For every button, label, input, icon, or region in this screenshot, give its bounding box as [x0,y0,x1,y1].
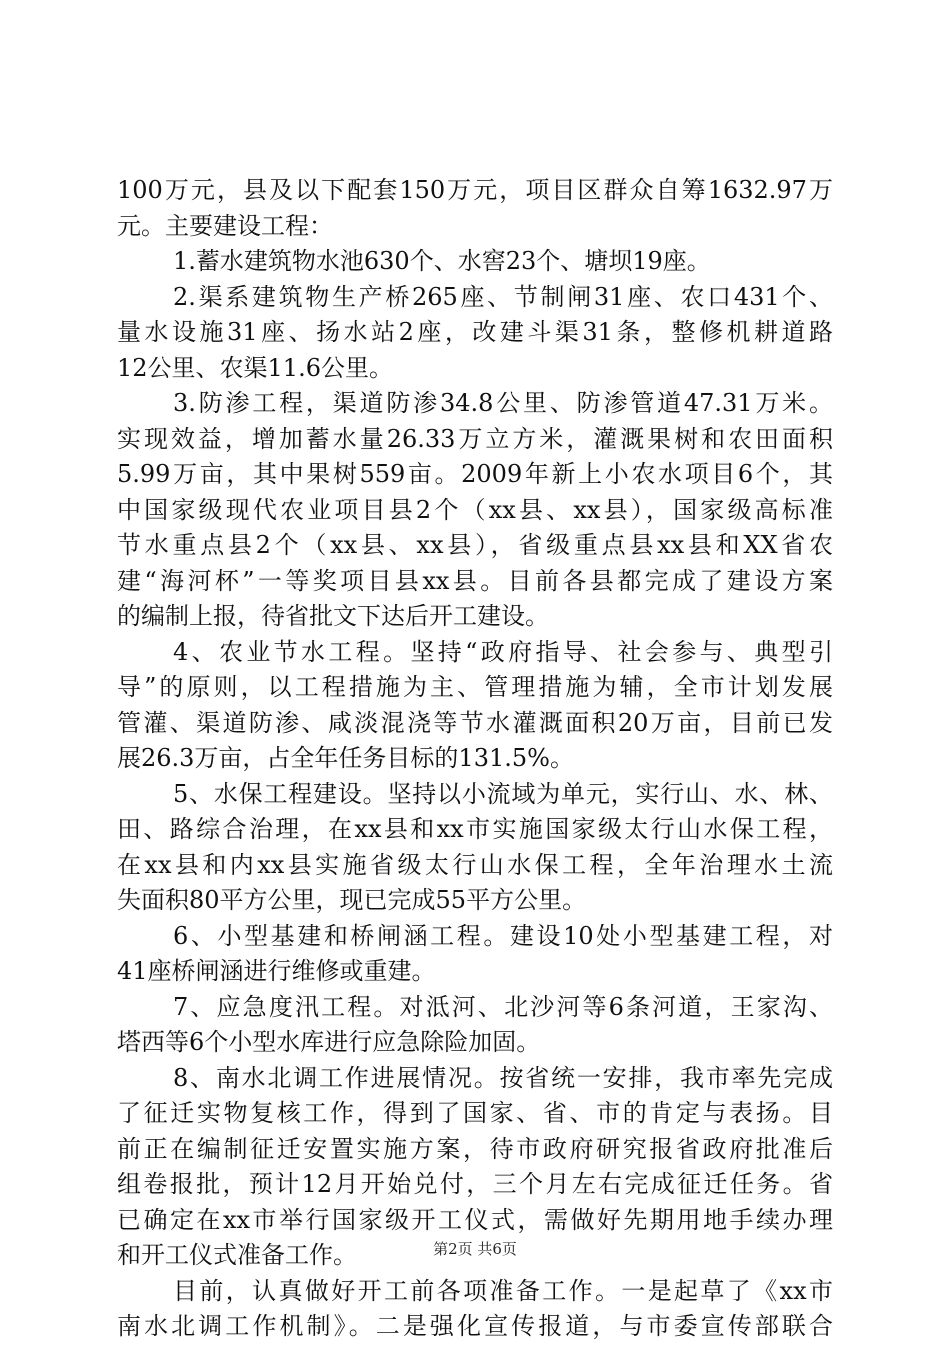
text-line: 组卷报批，预计12月开始兑付，三个月左右完成征迁任务。省 [117,1170,833,1198]
text-line: 实现效益，增加蓄水量26.33万立方米，灌溉果树和农田面积 [117,424,833,453]
text-line: 塔西等6个小型水库进行应急除险加固。 [117,1028,541,1056]
text-line: 建“海河杯”一等奖项目县xx县。目前各县都完成了建设方案 [117,566,833,595]
text-line: 前正在编制征迁安置实施方案，待市政府研究报省政府批准后 [117,1134,833,1163]
text-line: 3.防渗工程，渠道防渗34.8公里、防渗管道47.31万米。 [173,389,833,417]
text-line: 和开工仪式准备工作。 [117,1241,357,1269]
text-line: 8、南水北调工作进展情况。按省统一安排，我市率先完成 [173,1063,833,1092]
page-number: 第2页 共6页 [433,1240,517,1258]
text-line: 中国家级现代农业项目县2个（xx县、xx县），国家级高标准 [117,495,833,524]
text-line: 5.99万亩，其中果树559亩。2009年新上小农水项目6个，其 [117,460,833,488]
text-line: 100万元，县及以下配套150万元，项目区群众自筹1632.97万 [117,176,833,204]
text-line: 已确定在xx市举行国家级开工仪式，需做好先期用地手续办理 [117,1205,833,1234]
text-line: 目前，认真做好开工前各项准备工作。一是起草了《xx市 [173,1276,833,1305]
text-line: 2.渠系建筑物生产桥265座、节制闸31座、农口431个、 [173,282,833,311]
text-line: 元。主要建设工程： [117,211,333,240]
text-line: 节水重点县2个（xx县、xx县），省级重点县xx县和XX省农 [117,531,833,559]
document-body [117,173,833,1345]
page-footer [0,1238,950,1259]
text-line: 12公里、农渠11.6公里。 [117,353,393,382]
text-line: 的编制上报，待省批文下达后开工建设。 [117,602,549,630]
text-line: 6、小型基建和桥闸涵工程。建设10处小型基建工程，对 [173,921,833,950]
text-line: 南水北调工作机制》。二是强化宣传报道，与市委宣传部联合 [117,1312,833,1340]
text-line: 1.蓄水建筑物水池630个、水窖23个、塘坝19座。 [173,247,711,275]
text-line: 41座桥闸涵进行维修或重建。 [117,957,436,985]
text-line: 5、水保工程建设。坚持以小流域为单元，实行山、水、林、 [173,779,833,808]
text-line: 了征迁实物复核工作，得到了国家、省、市的肯定与表扬。目 [117,1099,833,1127]
text-line: 在xx县和内xx县实施省级太行山水保工程，全年治理水土流 [117,850,833,879]
text-line: 7、应急度汛工程。对泜河、北沙河等6条河道，王家沟、 [173,992,833,1021]
text-line: 管灌、渠道防渗、咸淡混浇等节水灌溉面积20万亩，目前已发 [117,708,833,737]
text-line: 量水设施31座、扬水站2座，改建斗渠31条，整修机耕道路 [117,318,833,346]
text-line: 导”的原则，以工程措施为主、管理措施为辅，全市计划发展 [117,673,833,701]
text-line: 田、路综合治理，在xx县和xx市实施国家级太行山水保工程， [117,815,833,843]
text-line: 失面积80平方公里，现已完成55平方公里。 [117,886,587,914]
text-line: 4、农业节水工程。坚持“政府指导、社会参与、典型引 [173,637,833,666]
text-line: 展26.3万亩，占全年任务目标的131.5%。 [117,744,574,772]
